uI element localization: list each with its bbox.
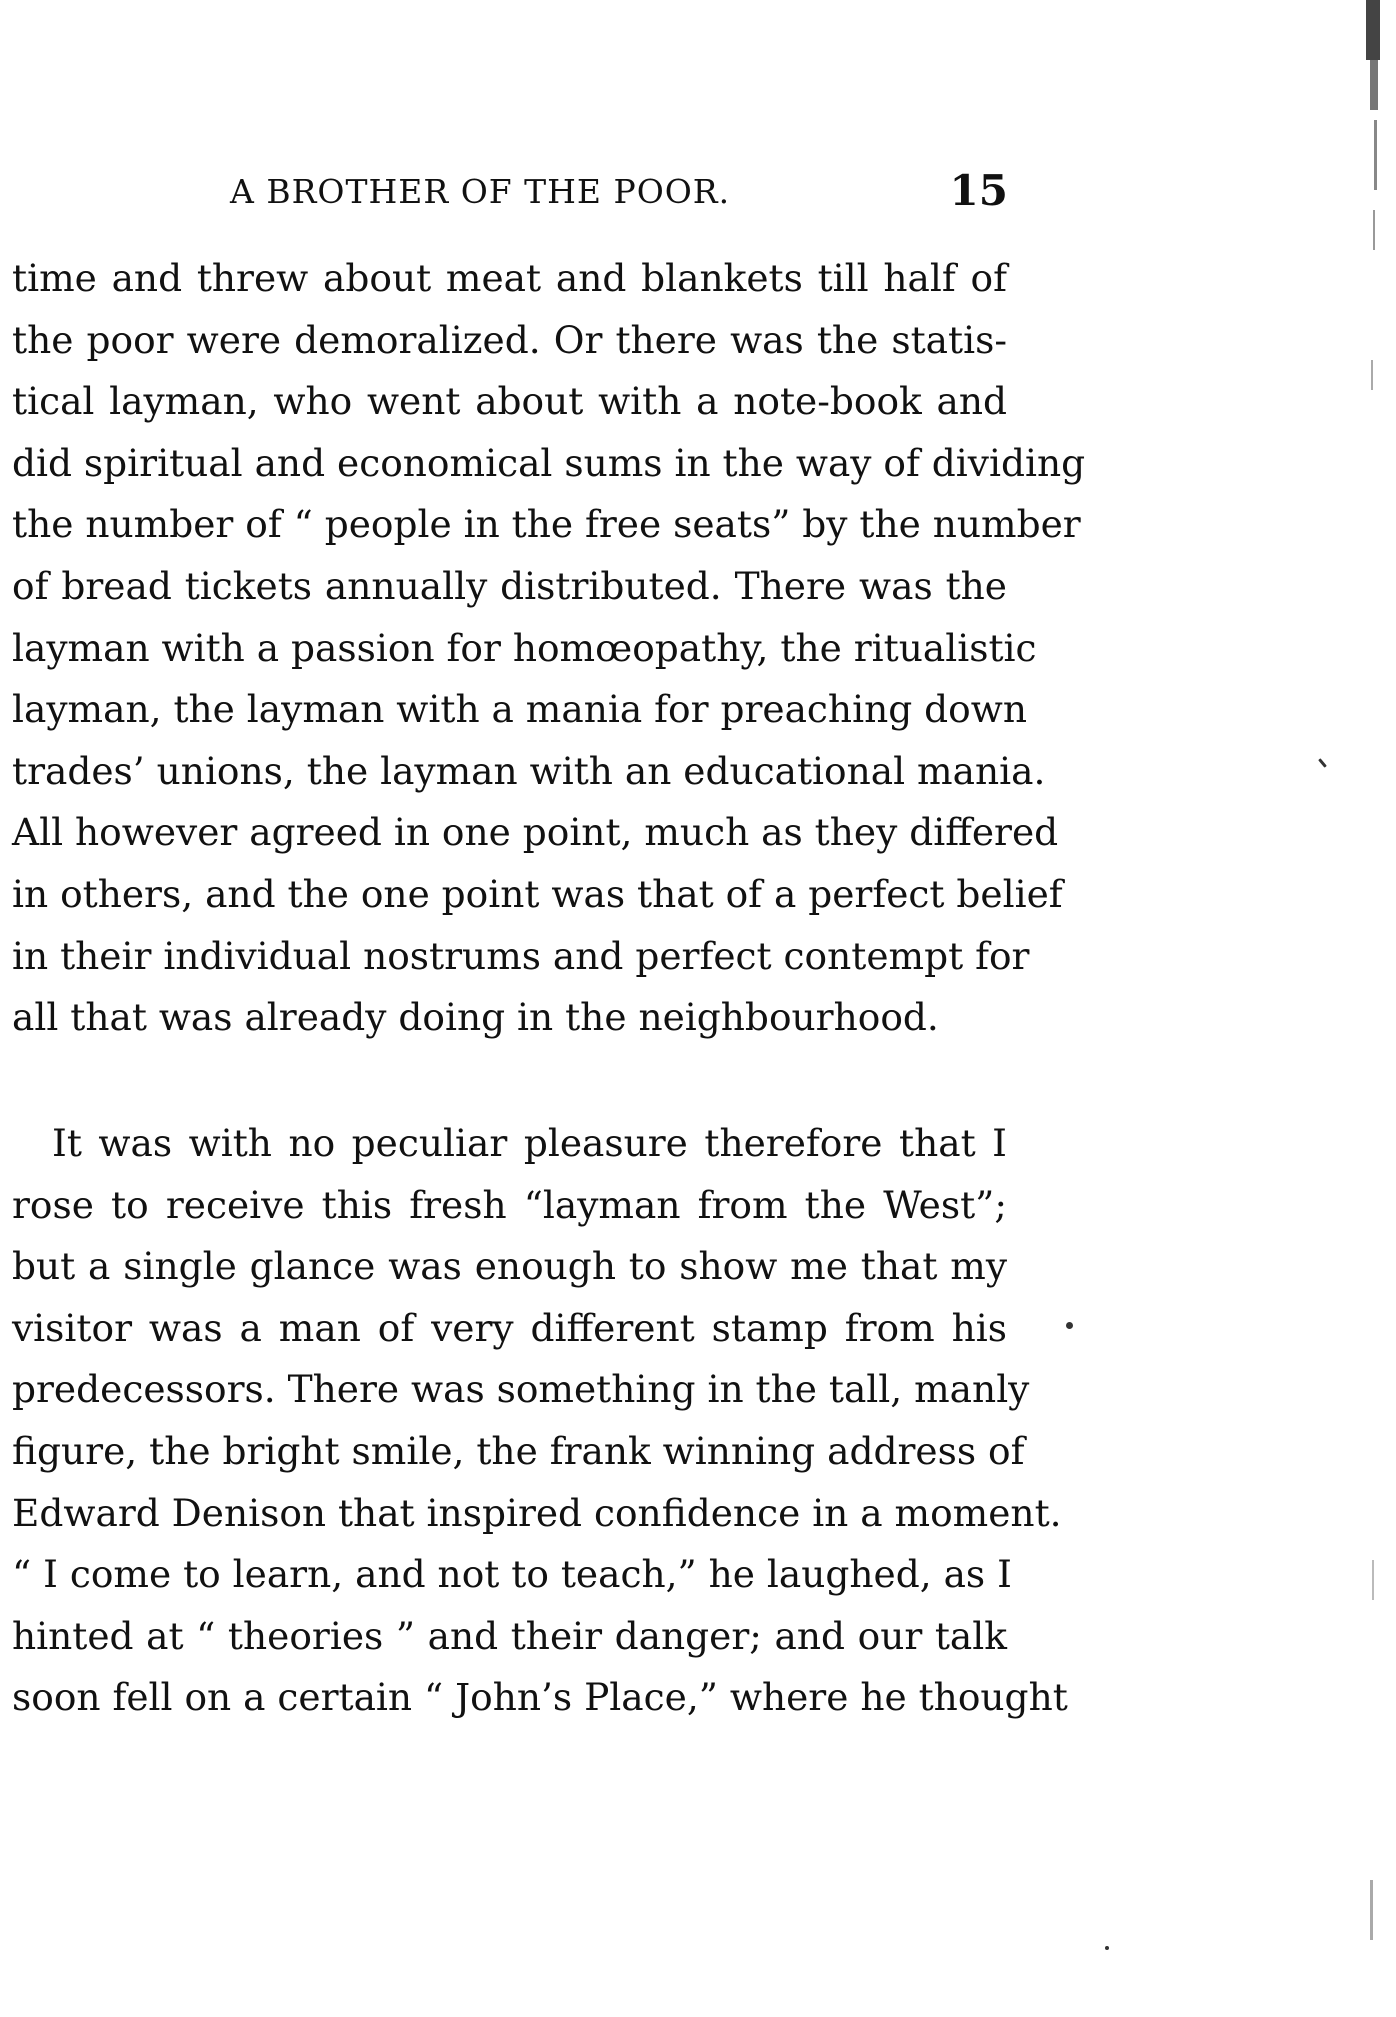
text-line: the number of “ people in the free seats” by the number <box>12 502 1081 547</box>
ink-speck <box>1318 758 1327 768</box>
text-line: It was with no peculiar pleasure therefore that I <box>52 1121 1007 1165</box>
ink-speck <box>1105 1946 1109 1950</box>
edge-mark <box>1372 1560 1374 1600</box>
text-line: in others, and the one point was that of a perfect belief <box>12 871 1063 916</box>
text-line: did spiritual and economical sums in the way of dividing <box>12 440 1086 485</box>
edge-mark <box>1366 0 1380 60</box>
ink-speck <box>1066 1322 1073 1329</box>
text-line: figure, the bright smile, the frank winning address of <box>12 1428 1025 1473</box>
text-line: “ I come to learn, and not to teach,” he laughed, as I <box>12 1552 1012 1597</box>
text-line: time and threw about meat and blankets till half of <box>12 256 1007 300</box>
text-line: all that was already doing in the neighbourhood. <box>12 995 939 1040</box>
text-line: trades’ unions, the layman with an educational mania. <box>12 748 1046 793</box>
running-title: A BROTHER OF THE POOR. <box>230 172 731 211</box>
edge-mark <box>1370 1880 1373 1940</box>
text-line: rose to receive this fresh “layman from the West”; <box>12 1182 1007 1227</box>
text-line: of bread tickets annually distributed. There was the <box>12 563 1007 608</box>
text-line: All however agreed in one point, much as they differed <box>12 810 1059 855</box>
text-line: soon fell on a certain “ John’s Place,” where he thought <box>12 1675 1068 1720</box>
paragraph-2 <box>12 1113 1068 1729</box>
text-line: visitor was a man of very different stamp from his <box>12 1305 1007 1350</box>
paragraph-1 <box>12 248 1086 1049</box>
text-line: but a single glance was enough to show me that my <box>12 1244 1007 1289</box>
running-head <box>230 166 1020 222</box>
text-line: in their individual nostrums and perfect contempt for <box>12 933 1030 978</box>
edge-mark <box>1373 210 1375 250</box>
text-line: the poor were demoralized. Or there was the statis- <box>12 317 1007 362</box>
edge-mark <box>1374 120 1377 190</box>
text-line: Edward Denison that inspired confidence in a moment. <box>12 1490 1062 1535</box>
page-edge-shadow <box>1356 0 1396 2017</box>
text-line: layman with a passion for homœopathy, the ritualistic <box>12 625 1037 670</box>
edge-mark <box>1370 60 1378 110</box>
page-number: 15 <box>949 166 1008 215</box>
text-line: layman, the layman with a mania for preaching down <box>12 687 1027 732</box>
text-line: hinted at “ theories ” and their danger; and our talk <box>12 1613 1007 1658</box>
text-line: tical layman, who went about with a note-book and <box>12 379 1007 424</box>
text-line: predecessors. There was something in the tall, manly <box>12 1367 1030 1412</box>
edge-mark <box>1371 360 1373 390</box>
